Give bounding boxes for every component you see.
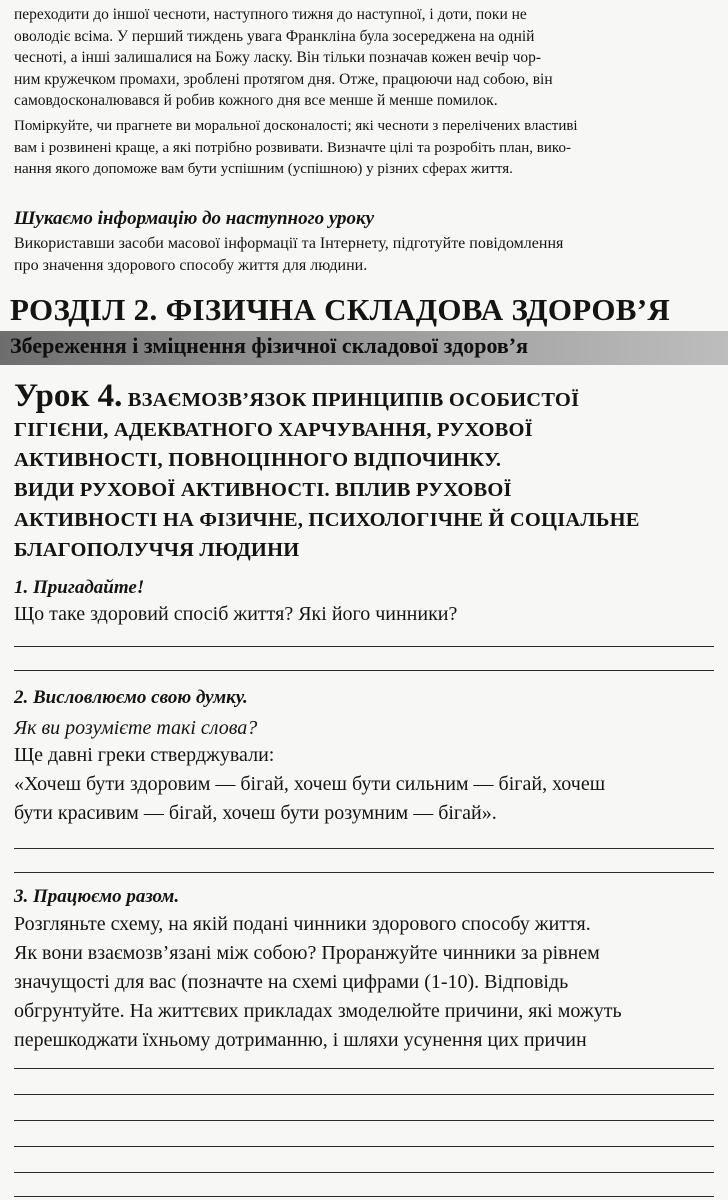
task1-question: Що таке здоровий спосіб життя? Які його чинники? [14, 603, 458, 625]
answer-line[interactable] [14, 670, 714, 671]
answer-line[interactable] [14, 1196, 714, 1197]
task2-heading: 2. Висловлюємо свою думку. [14, 687, 248, 708]
reflection-task [14, 116, 714, 181]
lesson-title [14, 378, 724, 565]
lesson-number: Урок 4. [14, 378, 123, 414]
lesson-title-line: АКТИВНОСТІ, ПОВНОЦІННОГО ВІДПОЧИНКУ. [14, 449, 502, 471]
text-line: Ще давні греки стверджували: [14, 744, 275, 766]
lesson-title-line [14, 378, 724, 415]
search-heading: Шукаємо інформацію до наступного уроку [14, 208, 375, 229]
task3-heading: 3. Працюємо разом. [14, 886, 180, 907]
answer-line[interactable] [14, 1068, 714, 1069]
answer-line[interactable] [14, 1146, 714, 1147]
text-line: про значення здорового способу життя для людини. [14, 257, 368, 274]
text-line: перешкоджати їхньому дотриманню, і шляхи усунення цих причин [14, 1029, 587, 1051]
task2-prompt: Як ви розумієте такі слова? [14, 717, 258, 739]
text-line: чесноті, а інші залишалися на Божу ласку. Він тільки позначав кожен вечір чор- [14, 49, 542, 66]
search-text [14, 233, 714, 277]
lesson-title-text: ВЗАЄМОЗВ’ЯЗОК ПРИНЦИПІВ ОСОБИСТОЇ [127, 389, 580, 411]
franklin-paragraph [14, 4, 714, 112]
text-line: вам і розвинені краще, а які потрібно розвивати. Визначте цілі та розробіть план, вико- [14, 139, 571, 156]
text-line: Розгляньте схему, на якій подані чинники здорового способу життя. [14, 913, 591, 935]
answer-line[interactable] [14, 1172, 714, 1173]
section-title: РОЗДІЛ 2. ФІЗИЧНА СКЛАДОВА ЗДОРОВ’Я [10, 292, 671, 327]
text-line: нання якого допоможе вам бути успішним (успішною) у різних сферах життя. [14, 161, 513, 177]
task2-text [14, 741, 716, 828]
answer-line[interactable] [14, 872, 714, 873]
text-line: обгрунтуйте. На життєвих прикладах змоделюйте причини, які можуть [14, 1000, 622, 1022]
lesson-title-line: БЛАГОПОЛУЧЧЯ ЛЮДИНИ [14, 539, 300, 561]
text-line: ним кружечком промахи, зроблені протягом дня. Отже, працюючи над собою, він [14, 70, 553, 88]
answer-line[interactable] [14, 1120, 714, 1121]
task3-text [14, 910, 716, 1055]
text-line: оволодіє всіма. У перший тиждень увага Франкліна була зосереджена на одній [14, 27, 535, 45]
answer-line[interactable] [14, 848, 714, 849]
text-line: самовдосконалювався й робив кожного дня все менше й менше помилок. [14, 92, 498, 109]
text-line: Як вони взаємозв’язані між собою? Проранжуйте чинники за рівнем [14, 942, 600, 964]
text-line: Поміркуйте, чи прагнете ви моральної досконалості; які чесноти з перелічених властиві [14, 118, 578, 134]
lesson-title-line: АКТИВНОСТІ НА ФІЗИЧНЕ, ПСИХОЛОГІЧНЕ Й СОЦІАЛЬНЕ [14, 509, 640, 531]
answer-line[interactable] [14, 646, 714, 647]
section-subtitle: Збереження і зміцнення фізичної складової здоров’я [10, 333, 528, 358]
answer-line[interactable] [14, 1094, 714, 1095]
task1-heading: 1. Пригадайте! [14, 577, 145, 598]
text-line: переходити до іншої чесноти, наступного тижня до наступної, і доти, поки не [14, 6, 527, 23]
lesson-title-line: ВИДИ РУХОВОЇ АКТИВНОСТІ. ВПЛИВ РУХОВОЇ [14, 479, 512, 501]
text-line: значущості для вас (позначте на схемі цифрами (1-10). Відповідь [14, 971, 569, 993]
lesson-title-line: ГІГІЄНИ, АДЕКВАТНОГО ХАРЧУВАННЯ, РУХОВОЇ [14, 419, 533, 441]
text-line: «Хочеш бути здоровим — бігай, хочеш бути сильним — бігай, хочеш [14, 773, 606, 795]
section-banner [0, 331, 728, 365]
text-line: бути красивим — бігай, хочеш бути розумним — бігай». [14, 802, 497, 824]
text-line: Використавши засоби масової інформації та Інтернету, підготуйте повідомлення [14, 235, 564, 252]
